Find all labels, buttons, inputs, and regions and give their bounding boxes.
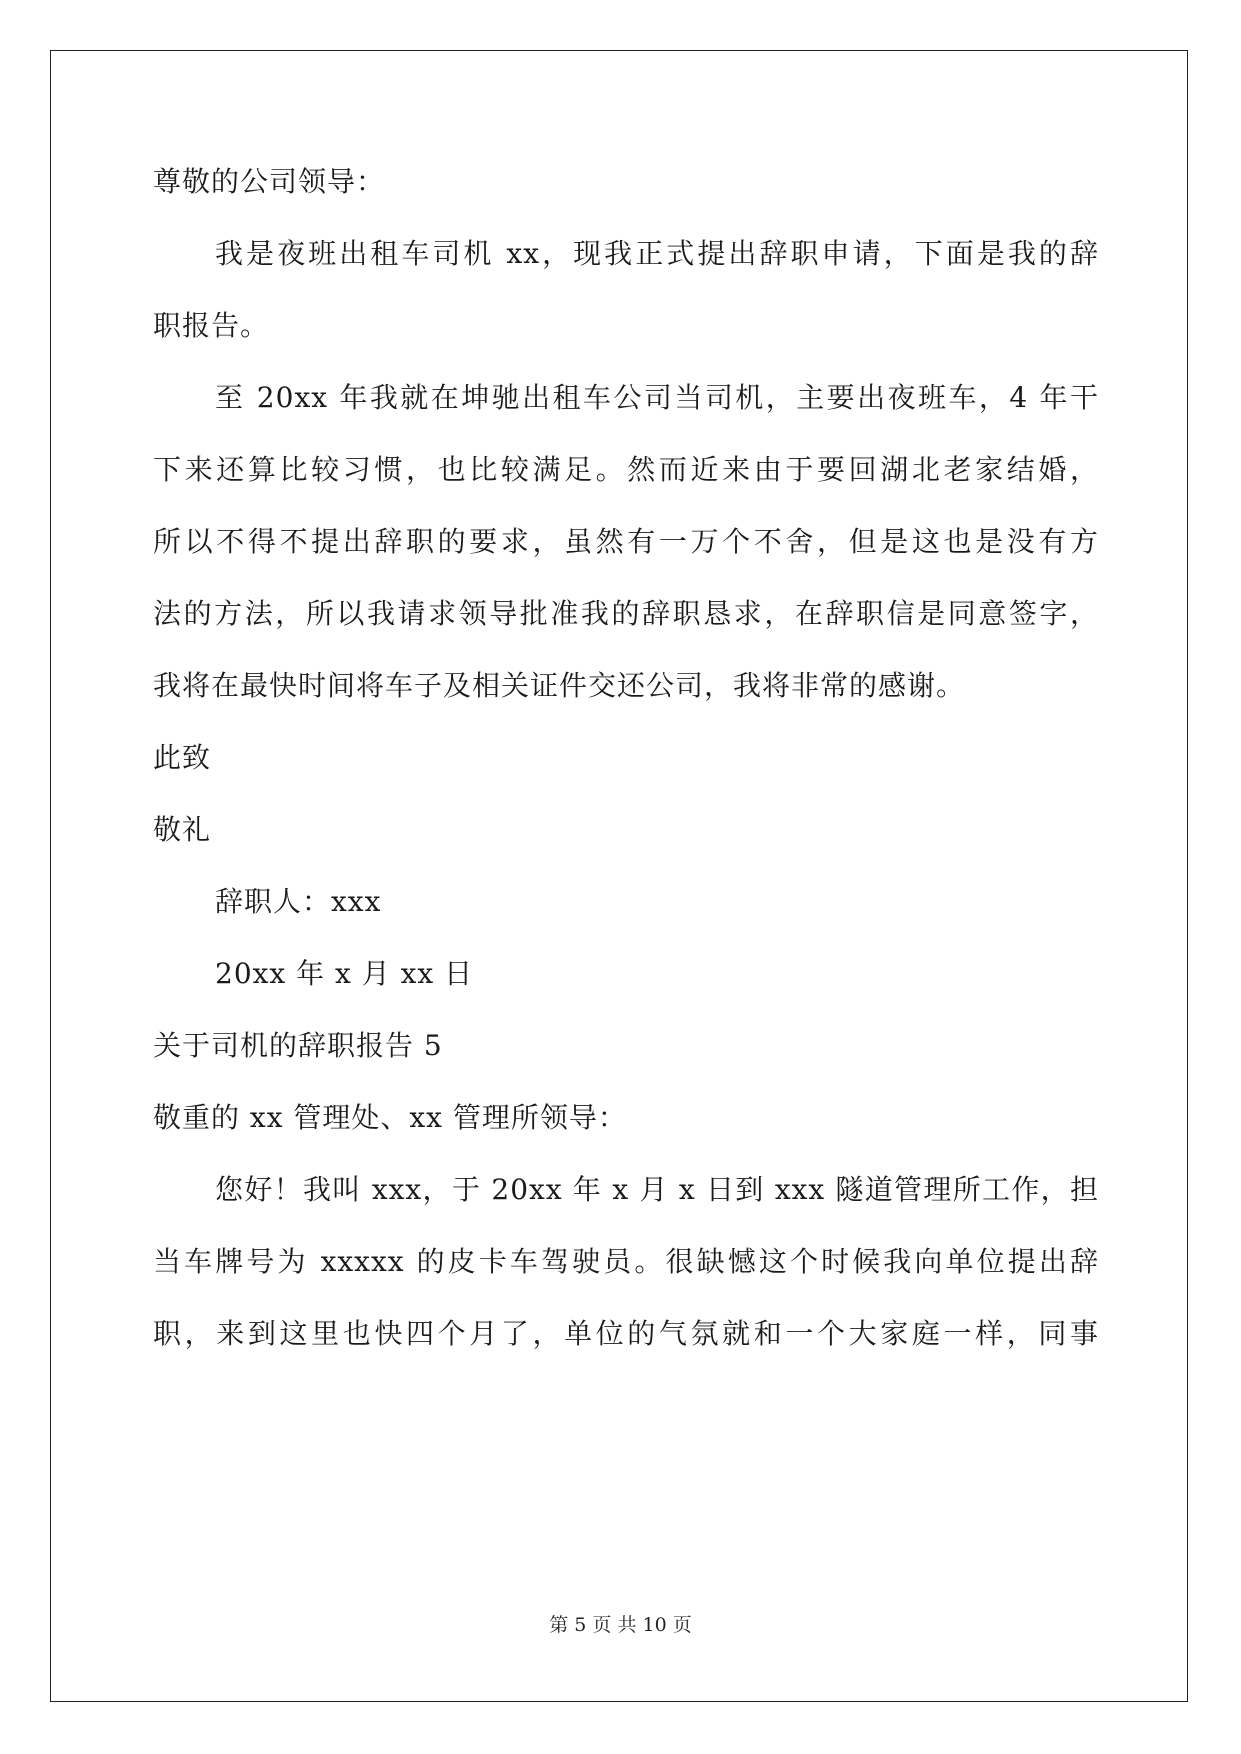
paragraph-line: 我将在最快时间将车子及相关证件交还公司，我将非常的感谢。 <box>153 669 966 702</box>
paragraph-line: 当车牌号为 xxxxx 的皮卡车驾驶员。很缺憾这个时候我向单位提出辞 <box>153 1245 1099 1278</box>
section-heading: 关于司机的辞职报告 5 <box>153 1029 443 1062</box>
salutation: 敬重的 xx 管理处、xx 管理所领导： <box>153 1101 627 1134</box>
closing-line: 此致 <box>153 741 212 774</box>
closing-line: 敬礼 <box>153 813 212 846</box>
paragraph-line: 至 20xx 年我就在坤驰出租车公司当司机，主要出夜班车，4 年干 <box>215 381 1099 414</box>
date-line: 20xx 年 x 月 xx 日 <box>215 957 474 990</box>
paragraph-line: 所以不得不提出辞职的要求，虽然有一万个不舍，但是这也是没有方 <box>153 525 1099 558</box>
paragraph-line: 职，来到这里也快四个月了，单位的气氛就和一个大家庭一样，同事 <box>153 1317 1099 1350</box>
paragraph-line: 我是夜班出租车司机 xx，现我正式提出辞职申请，下面是我的辞 <box>215 237 1099 270</box>
salutation: 尊敬的公司领导： <box>153 165 386 198</box>
paragraph-line: 法的方法，所以我请求领导批准我的辞职恳求，在辞职信是同意签字， <box>153 597 1099 630</box>
signature-line: 辞职人：xxx <box>215 885 382 918</box>
page-number: 第 5 页 共 10 页 <box>549 1614 692 1636</box>
page-border <box>50 50 1188 1702</box>
paragraph-line: 职报告。 <box>153 309 270 342</box>
paragraph-line: 下来还算比较习惯，也比较满足。然而近来由于要回湖北老家结婚， <box>153 453 1099 486</box>
paragraph-line: 您好！我叫 xxx，于 20xx 年 x 月 x 日到 xxx 隧道管理所工作，担 <box>215 1173 1099 1206</box>
